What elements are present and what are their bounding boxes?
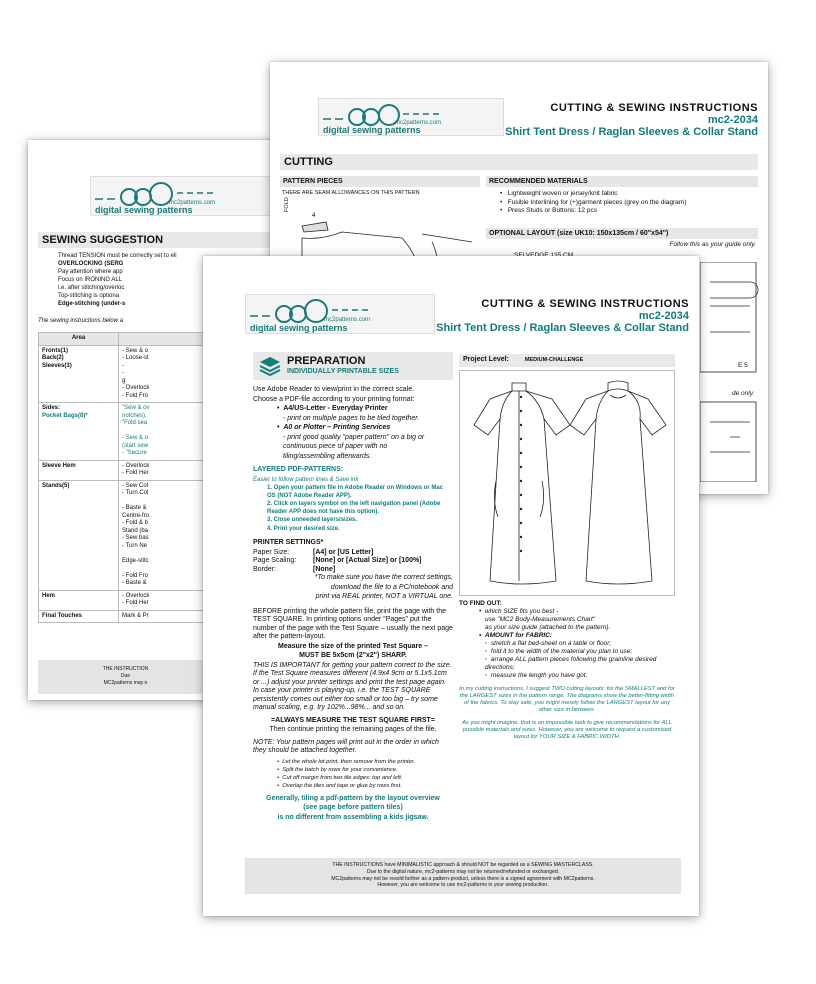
text-line: MUST BE 5x5cm (2"x2") SHARP. — [299, 652, 407, 659]
subheading: TO FIND OUT: — [459, 600, 502, 607]
layers-icon — [259, 356, 281, 376]
text-line: Use Adobe Reader to view/print in the correct scale. — [253, 386, 415, 393]
text-line: use "MC2 Body-Measurements Chart" — [485, 616, 596, 623]
list-item: • Press Studs or Buttons: 12 pcs — [500, 207, 597, 214]
list-item: Top-stitching is optiona — [58, 293, 120, 299]
layout-heading: OPTIONAL LAYOUT (size UK10: 150x135cm / 60"x54") — [486, 228, 758, 239]
page-header: CUTTING & SEWING INSTRUCTIONS mc2-2034 Shirt Tent Dress / Raglan Sleeves & Collar Stand — [436, 298, 689, 334]
text-line: *To make sure you have the correct settings, — [314, 574, 453, 581]
preparation-text — [253, 386, 453, 823]
text-line: is no different from assembling a kids jigsaw. — [277, 813, 429, 821]
text-line: - print good quality "paper pattern" on a big or — [283, 433, 425, 441]
text-line: as your size guide (attached to the pattern). — [485, 624, 611, 631]
svg-text:mc2patterns.com: mc2patterns.com — [324, 317, 371, 323]
logo-graphic — [246, 295, 436, 335]
logo — [245, 294, 435, 334]
text-line: Measure the size of the printed Test Square – — [277, 642, 429, 650]
dress-illustration — [459, 370, 675, 596]
layout-note: Follow this as your guide only. — [669, 241, 756, 248]
layout-diagram-edge — [700, 262, 760, 482]
allowances-note: THERE ARE SEAM ALLOWANCES ON THIS PATTERN — [282, 190, 420, 196]
table-header — [119, 333, 213, 346]
table-header: Area — [39, 333, 119, 346]
list-item: ◦ measure the length you have got. — [485, 672, 588, 679]
page-header: CUTTING & SEWING INSTRUCTIONS mc2-2034 Shirt Tent Dress / Raglan Sleeves & Collar Stand — [505, 102, 758, 138]
list-item: • AMOUNT for FABRIC: — [479, 632, 553, 639]
text-line: =ALWAYS MEASURE THE TEST SQUARE FIRST= — [271, 716, 435, 724]
list-item: • Split the batch by rows for your convenience. — [277, 766, 398, 773]
list-item: • Overlap the tiles and tape or glue by rows first. — [277, 782, 402, 789]
list-item: ◦ fold it to the width of the material you plan to use; — [485, 648, 633, 655]
row-area: Sides: — [42, 405, 61, 411]
text-paragraph: BEFORE printing the whole pattern file, print the page with the TEST SQUARE. In printing options under "Pages" put the number of the page with the Test Square – usually the next page after the pattern-layout. — [253, 607, 453, 640]
list-item: OVERLOCKING (SERG — [58, 261, 124, 267]
setting-row: Paper Size: [A4] or [US Letter] — [253, 548, 374, 556]
svg-text:mc2patterns.com: mc2patterns.com — [169, 200, 216, 206]
find-out-text — [459, 600, 675, 741]
note-paragraph: In my cutting instructions, I suggest TWO cutting layouts: for the SMALLEST and for the LARGEST sizes in the pattern range. The diagrams show the better-fitting width of the fabrics. To stay safe, you might merely follow the LARGEST layout for any other size in between. — [459, 686, 675, 713]
project-level: Project Level: MEDIUM-CHALLENGE — [459, 354, 675, 367]
text-paragraph: THIS IS IMPORTANT for getting your pattern correct to the size. If the Test Square measures different (4.9x4.9cm or 5.1x5.1cm or ...) adjust your printer settings and print the test page again. In case your printer is playing-up, i.e. the TEST SQUARE persistently comes out either too small or too big – try some manual scaling, e.g. try 102%...98%... and so on. — [253, 661, 452, 711]
preparation-page — [203, 256, 699, 916]
list-item: Pay attention where app — [58, 269, 123, 275]
list-item: i.e. after stitching/overloc — [58, 285, 125, 291]
pattern-pieces-heading: PATTERN PIECES — [280, 176, 480, 187]
list-item: 3. Close unneeded layers/sizes. — [267, 517, 358, 523]
setting-row: Page Scaling: [None] or [Actual Size] or [100%] — [253, 557, 422, 564]
text-paragraph: NOTE: Your pattern pages will print out in the order in which they should be attached together. — [253, 738, 439, 754]
list-item: 2. Click on layers symbol on the left navigation panel (Adobe Reader APP does not have this option). — [267, 501, 441, 515]
table-row: Final Touches Mark & Pr — [39, 610, 213, 623]
text-line: Generally, tiling a pdf-pattern by the layout overview — [266, 794, 440, 802]
svg-text:digital sewing patterns: digital sewing patterns — [323, 125, 421, 135]
text-line: • A0 or Plotter – Printing Services — [277, 424, 391, 431]
note-paragraph: As you might imagine, that is an impossible task to give recommendations for ALL possible materials and sizes. However, you are welcome to request a customised layout for YOUR SIZE & FABRIC WIDTH. — [462, 720, 672, 740]
table-row: Fronts(1) Back(2) Sleeves(3) - Sew & o - Loose-st - - g - Overlock - Fold Fro — [39, 345, 213, 403]
table-row: Hem - Overlock - Fold Her — [39, 590, 213, 610]
list-item: ◦ stretch a flat bed-sheet on a table or floor; — [485, 640, 612, 647]
text-line: Then continue printing the remaining pages of the file. — [269, 726, 437, 733]
list-item: Focus on IRONING ALL — [58, 277, 123, 283]
text-line: print via REAL printer, NOT a VIRTUAL one. — [315, 593, 453, 600]
text-line: • A4/US-Letter - Everyday Printer — [277, 405, 388, 412]
text-line: Choose a PDF-file according to your printing format: — [253, 395, 415, 403]
text-line: download the file to a PC/notebook and — [330, 583, 453, 591]
logo-graphic — [319, 99, 505, 137]
svg-text:digital sewing patterns: digital sewing patterns — [250, 323, 348, 333]
subheading: LAYERED PDF-PATTERNS: — [253, 466, 344, 473]
materials-list — [500, 190, 758, 216]
preparation-heading: PREPARATION INDIVIDUALLY PRINTABLE SIZES — [253, 352, 453, 380]
size-mark: E 5 — [738, 362, 748, 369]
text-line: - print on multiple pages to be tiled together. — [283, 414, 420, 422]
setting-row: Border: [None] — [253, 565, 336, 573]
fold-label: FOLD — [284, 197, 290, 212]
table-row: Sleeve Hem - Overlock - Fold Her — [39, 460, 213, 480]
list-item: • which SIZE fits you best - — [479, 608, 559, 615]
svg-text:mc2patterns.com: mc2patterns.com — [395, 120, 442, 126]
list-item: • Let the whole lot print, then remove from the printer. — [277, 758, 416, 765]
list-item: • Cut off margin from two tile edges: top and left. — [277, 774, 403, 781]
logo-graphic — [91, 177, 291, 217]
section-title: SEWING SUGGESTION — [38, 232, 438, 248]
list-item: 4. Print your desired size. — [267, 525, 340, 532]
logo — [90, 176, 290, 216]
logo — [318, 98, 504, 136]
page-footer: THE INSTRUCTIONS have MINIMALISTIC approach & should NOT be regarded as a SEWING MASTERCLASS. Due to the digital nature, mc2-patterns may not be returned/refunded or exchanged. MC2patterns may not be resold further as a pattern-product, unless there is a signed agreement with MC2patterns. However, you are welcome to use mc2-patterns in your sewing production. — [245, 858, 681, 894]
list-item: • Fusible Interlining for (+)garment pieces (grey on the diagram) — [500, 198, 687, 206]
text-line: (see page before pattern tiles) — [303, 804, 403, 811]
list-item: • Lightweight woven or jersey/knit fabric — [500, 190, 618, 197]
text-line: tiling/assembling afterwards. — [283, 452, 372, 460]
row-area-sub: Pocket Bags(8)* — [42, 412, 88, 419]
dress-drawing — [460, 371, 674, 595]
page-footer: THE INSTRUCTION Due MC2patterns may n — [38, 660, 213, 694]
subheading: PRINTER SETTINGS* — [253, 539, 324, 546]
list-item: Thread TENSION must be correctly set to eli — [58, 253, 177, 259]
table-row: Sides: Pocket Bags(8)* "Sew & ov notches). "Fold sea - Sew & o (start sew - "Secure — [39, 403, 213, 461]
list-item: 1. Open your pattern file in Adobe Reader on Windows or Mac OS (NOT Adobe Reader APP). — [267, 485, 444, 499]
guide-note: de only. — [732, 390, 755, 397]
sewing-table — [38, 332, 213, 623]
recommended-materials-heading: RECOMMENDED MATERIALS — [486, 176, 758, 187]
text-line: Easier to follow pattern lines & Save ink — [253, 476, 359, 483]
text-line: continuous piece of paper with no — [283, 443, 388, 450]
svg-text:4: 4 — [312, 213, 316, 219]
table-row: Stands(5) - Sew Col - Turn Col - Baste & Centre-fro - Fold & b Stand (ba - Sew bas - Turn Ne Edge-stitc - Fold Fro - Baste & — [39, 480, 213, 590]
list-item: ◦ arrange ALL pattern pieces following the grainline desired directions; — [485, 656, 657, 671]
svg-text:digital sewing patterns: digital sewing patterns — [95, 205, 193, 215]
list-item: Edge-stitching (under-s — [58, 301, 126, 307]
intro-text: The sewing instructions below a — [38, 318, 124, 324]
section-title: CUTTING — [280, 154, 758, 170]
